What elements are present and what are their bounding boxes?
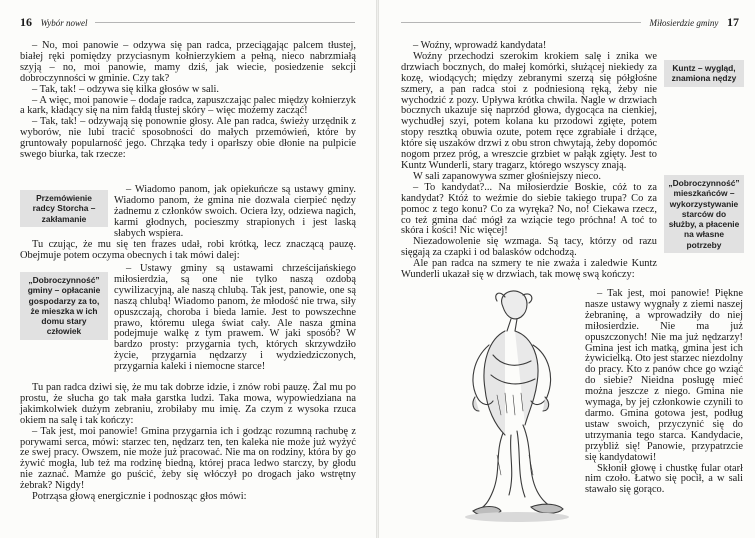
running-title: Miłosierdzie gminy — [649, 18, 719, 28]
right-page-header — [649, 15, 739, 30]
left-text-bottom — [20, 383, 356, 503]
left-text-speech — [114, 185, 356, 240]
paragraph: Woźny przechodzi szerokim krokiem salę i znika we drzwiach bocznych, do małej komórki, służącej niekiedy za kozę, wiodących; między zebranymi szerzą się półgłośne szmery, a pan radca stoi z podniesioną ręką, żeby nie wychodzić z pozy. Upływa krótka chwila. Nagle w drzwiach bocznych ukazuje się naprzód głowa, dygocąca na cienkiej, wychudłej szyi, potem kolana ku przodowi zgięte, potem stopy resztką obuwia ozute, potem ręce zgrabiałe i drżące, które się uszaków drzwi z obu stron chwytają, żeby dopomóc nogom przez próg, a wreszcie grzbiet w pałąk zgięty. Jest to Kuntz Wunderli, stary tragarz, którego wszyscy znają. — [401, 50, 657, 171]
right-text-top — [401, 41, 657, 281]
page-number: 17 — [727, 15, 739, 29]
margin-note: Przemówienie radcy Storcha – zakłamanie — [20, 190, 108, 227]
paragraph: – Woźny, wprowadź kandydata! — [413, 40, 547, 51]
paragraph: Ale pan radca na szmery te nie zważa i zaledwie Kuntz Wunderli ukazał się w drzwiach, tak mowę swą kończy: — [401, 258, 657, 281]
paragraph: – To kandydat?... Na miłosierdzie Boskie, cóż to za kandydat? Któż to weźmie do siebie takiego trupa? Co za pomoc z tego konu? Co za wyręka? No, no! Ciekawa rzecz, co też gmina dać mógł za wziącie tego próchna! A toć to skóra i kości! Nic więcej! — [401, 181, 657, 237]
right-text-speech — [585, 289, 743, 496]
paragraph: – No, moi panowie – odzywa się pan radca, przeciągając palcem tłustej, białej ręki pomiędzy przyciasnym kołnierzykiem a pełną, nieco nabrzmiałą szyją – no, moi panowie, mamy dziś, jak wiecie, posiedzenie sekcji dobroczynności w gminie. Czy tak? — [20, 40, 356, 84]
header-rule — [95, 22, 355, 23]
paragraph: – Wiadomo panom, jak opiekuńcze są ustawy gminy. Wiadomo panom, że gmina nie dozwala cierpieć nędzy żadnemu z członków swoich. Ociera łzy, odziewa nagich, karmi głodnych, pocieszmy strapionych i jest laską słabych wspiera. — [114, 184, 356, 239]
paragraph: Tu pan radca dziwi się, że mu tak dobrze idzie, i znów robi pauzę. Żal mu po prostu, że słucha go tak mała garstka ludzi. Taka mowa, wypowiedziana na jakimkolwiek dużym zebraniu, zrobiłaby mu imię. Za czym z wysoka rzuca okiem na salę i tak kończy: — [20, 382, 356, 426]
page-number: 16 — [20, 15, 32, 29]
paragraph: Potrząsa głową energicznie i podnosząc głos mówi: — [32, 491, 247, 503]
paragraph: – Ustawy gminy są ustawami chrześcijańskiego miłosierdzia, są one nie tylko naszą ozdobą cywilizacyjną, ale naszą chlubą. Tak jest, panowie, one są naszą chlubą! Wiadomo panom, że młodość nie trwa, siły opuszczają, choroba i bieda lamie. Jest to powszechne prawo, któremu ulega świat cały. Ale nasza gmina podejmuje walkę z tym prawem. W jaki sposób? W bardzo prosty: przygarnia tych, których skrzywdziło życie, przygarnia nędzarzy i wydziedziczonych, przygarnia kaleki i niemocne starce! — [114, 263, 356, 373]
paragraph: – Tak jest, moi panowie! Gmina przygarnia ich i godząc rozumną rachubę z porywami serca, mówi: starzec ten, nędzarz ten, ten kaleka nie może już wyżyć ze swej pracy. Owszem, nie może już pracować. Nie ma on rodziny, która by go żywić mogła, lub też ma rodzinę biedną, której praca ledwo starczy, by głodu nie zaznać. Mamże go puścić, żeby się włóczył po drogach jako wstrętny żebrak? Nigdy! — [20, 425, 356, 492]
paragraph: – Tak, tak! – odzywa się kilka głosów w sali. — [32, 83, 219, 95]
left-text-top — [20, 41, 356, 161]
margin-note: „Dobroczynność” mieszkańców – wykorzystywanie starców do służby, a płacenie na własne potrzeby — [664, 175, 744, 253]
old-man-illustration — [445, 285, 585, 525]
header-rule — [401, 22, 641, 23]
right-page — [379, 0, 755, 538]
margin-note: Kuntz – wygląd, znamiona nędzy — [664, 60, 744, 87]
margin-note: „Dobroczynność” gminy – opłacanie gospodarzy za to, że mieszka w ich domu stary człowiek — [20, 272, 108, 340]
paragraph: Tu czując, że mu się ten frazes udał, robi krótką, lecz znaczącą pauzę. Obejmuje potem oczyma obecnych i tak mówi dalej: — [20, 239, 356, 261]
left-page-header — [20, 15, 88, 30]
left-text-middle — [20, 240, 356, 262]
paragraph: W sali zapanowywa szmer głośniejszy nieco. — [413, 170, 601, 182]
left-page — [0, 0, 376, 538]
paragraph: – A więc, moi panowie – dodaje radca, zapuszczając palec między kołnierzyk a kark, kładący się na nim fałdą tłustej skóry – więc możemy zacząć! — [20, 94, 356, 117]
left-text-laws — [114, 264, 356, 373]
paragraph: – Tak jest, moi panowie! Piękne nasze ustawy wygnały z ziemi naszej żebraninę, a wprowadziły do niej miłosierdzie. Nie ma już opuszczonych! Nie ma już nędzarzy! Gmina jest ich matką, gmina jest ich żywicielką. Oto jest starzec niezdolny do pracy. Kto z panów chce go wziąć do siebie? Nieidna posługę mieć można jeszcze z niego. Gmina nie wymaga, by jej członkowie czynili to darmo. Gmina gotowa jest, podług ustaw swoich, przyczynić się do utrzymania tego starca. Kandydacie, przybliż się! Panowie, przypatrzcie się kandydatowi! — [585, 288, 743, 463]
running-title: Wybór nowel — [40, 18, 88, 28]
paragraph: Niezadowolenie się wzmaga. Są tacy, którzy od razu sięgają za czapki i od balasków odchodzą. — [401, 236, 657, 259]
paragraph: Skłonił głowę i chustkę fular otarł nim czoło. Łatwo się pocił, a w sali stawało się gorąco. — [585, 462, 743, 496]
paragraph: – Tak, tak! – odzywają się ponownie głosy. Ale pan radca, świeży urzędnik z wyborów, nie lubi tracić sposobności do małych przemówień, które by gruntowały popularność jego. Chrząka tedy i oparłszy obie dłonie na pulpicie swego biurka, tak rzecze: — [20, 116, 356, 161]
